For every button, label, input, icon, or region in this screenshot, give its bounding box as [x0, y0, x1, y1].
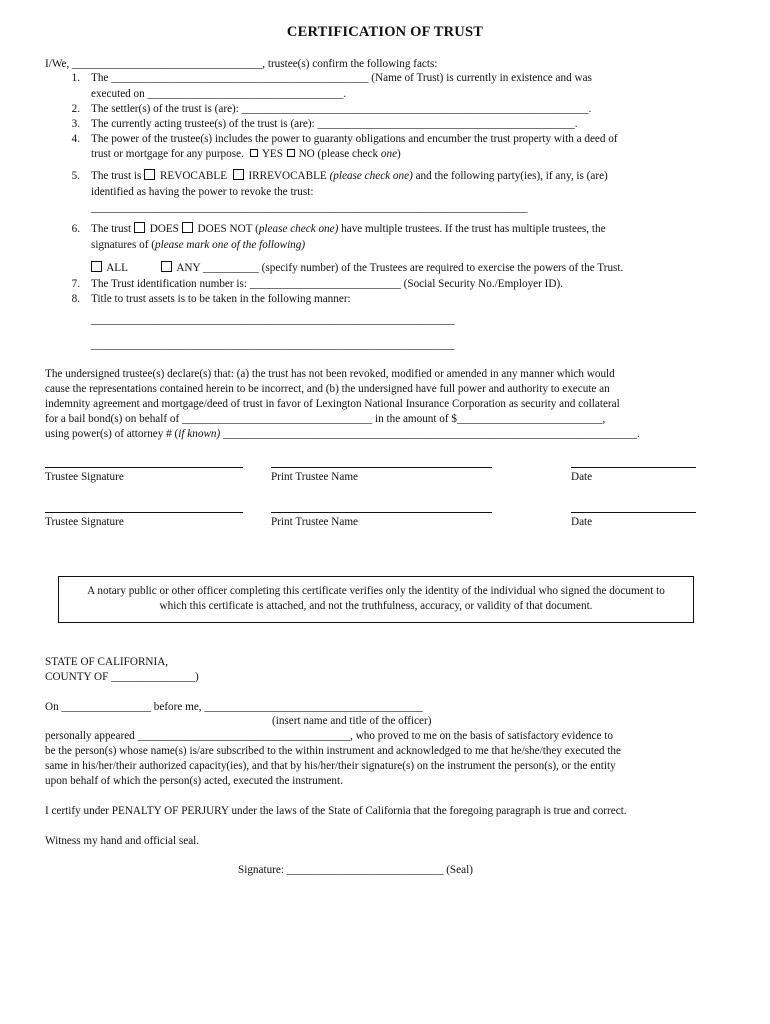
trustee-signature-line-1[interactable]: [45, 467, 243, 468]
print-name-label-1: Print Trustee Name: [271, 471, 359, 483]
if-known-hint: if known): [178, 428, 221, 440]
item-6-specify-text: __________ (specify number) of the Trustees are required to exercise the powers of the Trust.: [202, 262, 624, 274]
does-checkbox[interactable]: [134, 222, 145, 233]
item-6-sig-text: signatures of (: [91, 239, 156, 251]
declaration-line-1: The undersigned trustee(s) declare(s) that: (a) the trust has not been revoked, modified or amended in any manner which would: [45, 368, 615, 380]
item-number-4: 4.: [71, 133, 80, 145]
notary-notice-text: A notary public or other officer completing this certificate verifies only the identity of the individual who signed the document to which this certificate is attached, and not the truthfulness, accuracy, or validity of that document.: [87, 585, 665, 612]
state-line: STATE OF CALIFORNIA,: [45, 656, 169, 668]
item-number-7: 7.: [71, 278, 80, 290]
item-8-line-1: Title to trust assets is to be taken in the following manner:: [91, 293, 351, 305]
intro-line: I/We, __________________________________, trustee(s) confirm the following facts:: [45, 58, 438, 70]
county-line: COUNTY OF _______________): [45, 671, 199, 683]
item-number-6: 6.: [71, 223, 80, 235]
does-not-checkbox[interactable]: [182, 222, 193, 233]
does-not-label: DOES NOT (: [197, 223, 259, 235]
any-checkbox[interactable]: [161, 261, 172, 272]
perjury-statement: I certify under PENALTY OF PERJURY under the laws of the State of California that the foregoing paragraph is true and correct.: [45, 805, 627, 817]
ack-body-line-4: upon behalf of which the person(s) acted, executed the instrument.: [45, 775, 343, 787]
yes-label: YES: [261, 148, 283, 160]
item-2-line: The settler(s) of the trust is (are): ______________________________________________________________.: [91, 103, 592, 115]
on-before-me-line: On ________________ before me, _______________________________________: [45, 701, 423, 713]
does-label: DOES: [149, 223, 179, 235]
revocable-checkbox[interactable]: [144, 169, 155, 180]
item-number-5: 5.: [71, 170, 80, 182]
item-6-text: The trust: [91, 223, 132, 235]
witness-statement: Witness my hand and official seal.: [45, 835, 200, 847]
trustee-signature-label-1: Trustee Signature: [45, 471, 124, 483]
item-1-line-2: executed on ___________________________________.: [91, 88, 347, 100]
revoke-party-field[interactable]: ______________________________________________________________________________: [91, 202, 528, 214]
item-number-2: 2.: [71, 103, 80, 115]
declaration-line-3: indemnity agreement and mortgage/deed of trust in favor of Lexington National Insurance Corporation as security and collateral: [45, 398, 620, 410]
item-6-line-3: [91, 261, 623, 275]
item-5-text: The trust is: [91, 170, 142, 182]
item-1-line-1: The ______________________________________________ (Name of Trust) is currently in existence and was: [91, 72, 592, 84]
print-name-line-1[interactable]: [271, 467, 492, 468]
notary-notice-box: [58, 576, 694, 623]
date-line-1[interactable]: [571, 467, 696, 468]
close-paren: ): [397, 148, 401, 160]
irrevocable-checkbox[interactable]: [233, 169, 244, 180]
date-label-1: Date: [571, 471, 593, 483]
insert-name-hint: (insert name and title of the officer): [272, 715, 432, 727]
item-5-text-b: and the following party(ies), if any, is (are): [415, 170, 608, 182]
declaration-line-2: cause the representations contained herein to be incorrect, and (b) the undersigned have full power and authority to execute an: [45, 383, 610, 395]
ack-body-line-2: be the person(s) whose name(s) is/are subscribed to the within instrument and acknowledged to me that he/she/they executed the: [45, 745, 621, 757]
item-6-line-1: [91, 222, 606, 236]
ack-body-line-1: personally appeared ______________________________________, who proved to me on the basis of satisfactory evidence to: [45, 730, 613, 742]
print-name-line-2[interactable]: [271, 512, 492, 513]
document-title: CERTIFICATION OF TRUST: [286, 24, 484, 40]
item-4-text: trust or mortgage for any purpose.: [91, 148, 244, 160]
check-one-hint: (please check one): [329, 170, 413, 182]
date-line-2[interactable]: [571, 512, 696, 513]
no-label: NO (please check: [298, 148, 381, 160]
check-one-hint: please check one): [258, 223, 339, 235]
item-3-line: The currently acting trustee(s) of the trust is (are): ______________________________________________.: [91, 118, 578, 130]
trustee-signature-line-2[interactable]: [45, 512, 243, 513]
declaration-line-5: [45, 427, 640, 441]
item-5-line-2: identified as having the power to revoke the trust:: [91, 186, 314, 198]
item-number-1: 1.: [71, 72, 80, 84]
print-name-label-2: Print Trustee Name: [271, 516, 359, 528]
all-label: ALL: [106, 262, 128, 274]
revocable-label: REVOCABLE: [159, 170, 228, 182]
title-manner-field-2[interactable]: _________________________________________________________________: [91, 339, 455, 351]
item-4-line-1: The power of the trustee(s) includes the power to guaranty obligations and encumber the trust property with a deed of: [91, 133, 618, 145]
item-number-3: 3.: [71, 118, 80, 130]
item-4-line-2: [91, 147, 401, 161]
trust-id-line: The Trust identification number is: ___________________________ (Social Security No./Employer ID).: [91, 278, 563, 290]
mark-one-hint: please mark one of the following): [155, 239, 306, 251]
title-manner-field-1[interactable]: _________________________________________________________________: [91, 314, 455, 326]
trustee-signature-label-2: Trustee Signature: [45, 516, 124, 528]
declaration-line-4: for a bail bond(s) on behalf of __________________________________ in the amount of $__________________________,: [45, 413, 606, 425]
any-label: ANY: [176, 262, 201, 274]
yes-checkbox[interactable]: [250, 149, 258, 157]
poa-field[interactable]: __________________________________________________________________________.: [220, 428, 640, 440]
date-label-2: Date: [571, 516, 593, 528]
ack-body-line-3: same in his/her/their authorized capacity(ies), and that by his/her/their signature(s) on the instrument the person(s), or the entity: [45, 760, 616, 772]
all-checkbox[interactable]: [91, 261, 102, 272]
check-one-hint: one: [380, 148, 398, 160]
notary-signature-line[interactable]: Signature: ____________________________ (Seal): [238, 864, 473, 876]
item-6-text-b: have multiple trustees. If the trust has multiple trustees, the: [341, 223, 606, 235]
poa-text: using power(s) of attorney # (: [45, 428, 179, 440]
item-5-line-1: [91, 169, 608, 183]
item-number-8: 8.: [71, 293, 80, 305]
item-6-line-2: [91, 238, 305, 252]
no-checkbox[interactable]: [287, 149, 295, 157]
irrevocable-label: IRREVOCABLE: [248, 170, 327, 182]
